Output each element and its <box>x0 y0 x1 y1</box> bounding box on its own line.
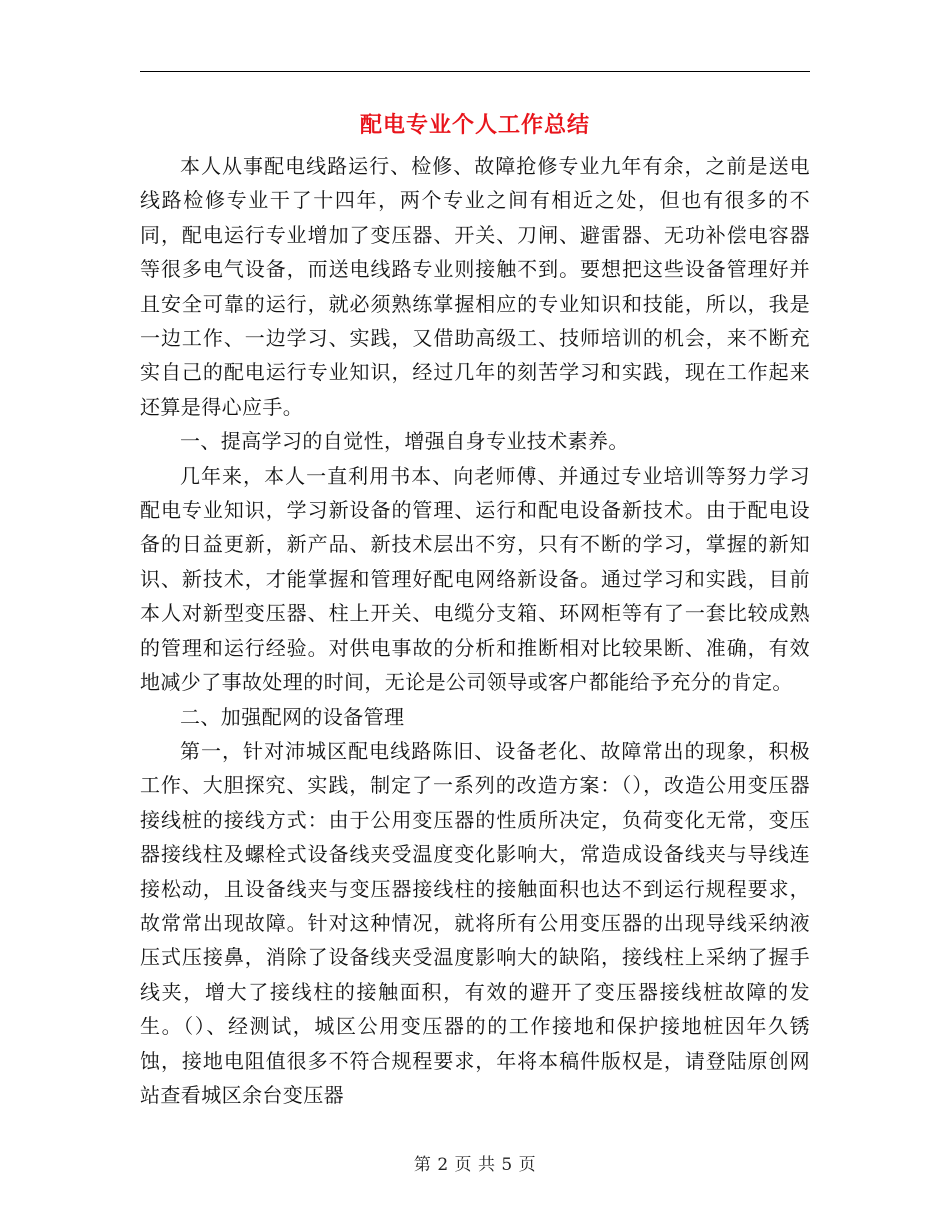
section-1-paragraph: 几年来，本人一直利用书本、向老师傅、并通过专业培训等努力学习配电专业知识，学习新设备的管理、运行和配电设备新技术。由于配电设备的日益更新，新产品、新技术层出不穷，只有不断的学习，掌握的新知识、新技术，才能掌握和管理好配电网络新设备。通过学习和实践，目前本人对新型变压器、柱上开关、电缆分支箱、环网柜等有了一套比较成熟的管理和运行经验。对供电事故的分析和推断相对比较果断、准确，有效地减少了事故处理的时间，无论是公司领导或客户都能给予充分的肯定。 <box>140 463 810 695</box>
section-2-paragraph: 第一，针对沛城区配电线路陈旧、设备老化、故障常出的现象，积极工作、大胆探究、实践，制定了一系列的改造方案：（），改造公用变压器接线桩的接线方式：由于公用变压器的性质所决定，负荷变化无常，变压器接线柱及螺栓式设备线夹受温度变化影响大，常造成设备线夹与导线连接松动，且设备线夹与变压器接线柱的接触面积也达不到运行规程要求，故常常出现故障。针对这种情况，就将所有公用变压器的出现导线采纳液压式压接鼻，消除了设备线夹受温度影响大的缺陷，接线柱上采纳了握手线夹，增大了接线柱的接触面积，有效的避开了变压器接线桩故障的发生。（）、经测试，城区公用变压器的的工作接地和保护接地桩因年久锈蚀，接地电阻值很多不符合规程要求，年将本稿件版权是，请登陆原创网站查看城区余台变压器 <box>140 738 810 1107</box>
intro-paragraph: 本人从事配电线路运行、检修、故障抢修专业九年有余，之前是送电线路检修专业干了十四年，两个专业之间有相近之处，但也有很多的不同，配电运行专业增加了变压器、开关、刀闸、避雷器、无功补偿电容器等很多电气设备，而送电线路专业则接触不到。要想把这些设备管理好并且安全可靠的运行，就必须熟练掌握相应的专业知识和技能，所以，我是一边工作、一边学习、实践，又借助高级工、技师培训的机会，来不断充实自己的配电运行专业知识，经过几年的刻苦学习和实践，现在工作起来还算是得心应手。 <box>140 154 810 419</box>
page-indicator: 第 2 页 共 5 页 <box>413 1155 537 1175</box>
header-rule <box>140 71 810 72</box>
document-body <box>140 149 810 1112</box>
section-heading-2: 二、加强配网的设备管理 <box>180 704 405 729</box>
section-heading-1: 一、提高学习的自觉性，增强自身专业技术素养。 <box>180 429 629 454</box>
document-title: 配电专业个人工作总结 <box>359 112 590 138</box>
